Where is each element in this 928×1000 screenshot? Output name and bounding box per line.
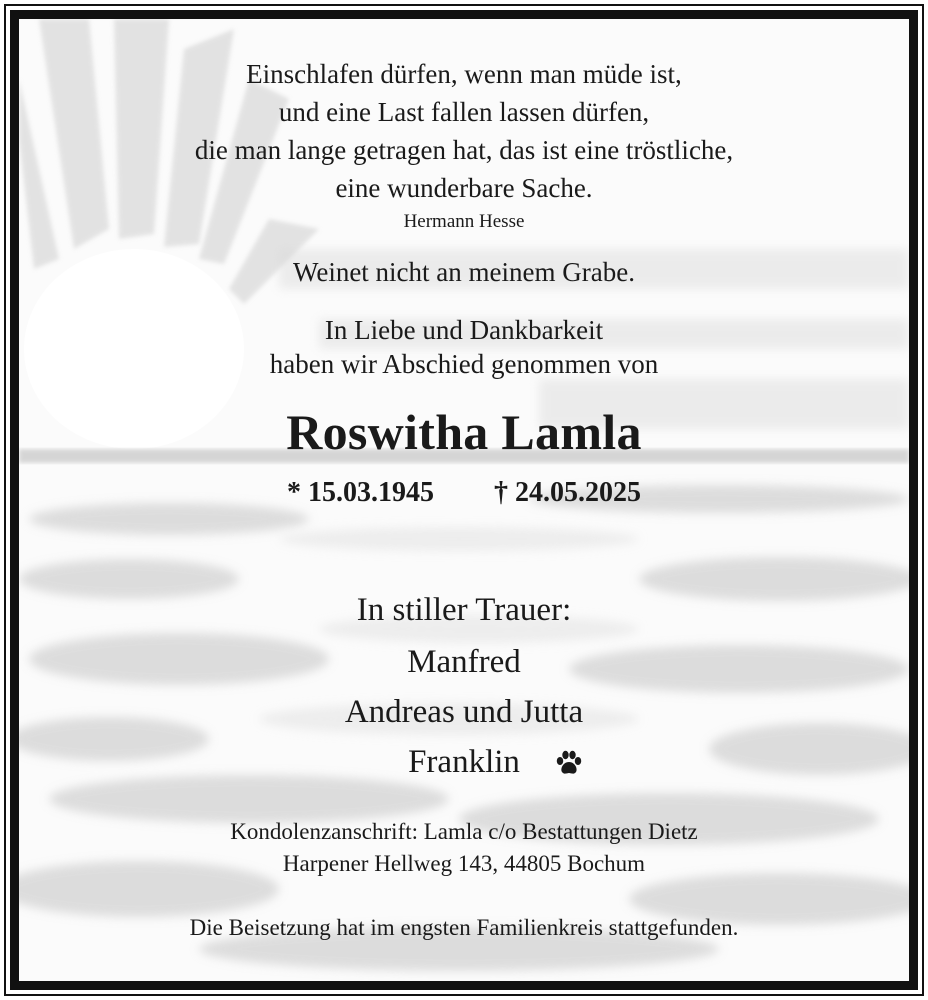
mourner-row bbox=[19, 744, 909, 781]
mourning-heading: In stiller Trauer: bbox=[356, 592, 572, 628]
quote-author: Hermann Hesse bbox=[403, 211, 525, 232]
death-date: † 24.05.2025 bbox=[494, 477, 641, 508]
verse-line: Weinet nicht an meinem Grabe. bbox=[293, 257, 635, 287]
mourner-name: Manfred bbox=[407, 644, 521, 680]
quote-line: und eine Last fallen lassen dürfen, bbox=[278, 97, 650, 127]
condolence-line-1: Kondolenzanschrift: Lamla c/o Bestattungen Dietz bbox=[230, 819, 698, 844]
burial-note: Die Beisetzung hat im engsten Familienkreis stattgefunden. bbox=[189, 915, 739, 940]
life-dates bbox=[19, 477, 909, 509]
quote-line: eine wunderbare Sache. bbox=[335, 173, 593, 203]
quote-line: Einschlafen dürfen, wenn man müde ist, bbox=[246, 59, 682, 89]
birth-date: * 15.03.1945 bbox=[287, 477, 434, 508]
obituary-frame bbox=[10, 10, 918, 990]
mourner-name: Franklin bbox=[408, 744, 520, 780]
paw-icon bbox=[554, 750, 584, 778]
condolence-line-2: Harpener Hellweg 143, 44805 Bochum bbox=[282, 851, 646, 876]
intro-line-2: haben wir Abschied genommen von bbox=[269, 349, 659, 379]
mourner-name: Andreas und Jutta bbox=[344, 694, 584, 730]
quote-line: die man lange getragen hat, das ist eine tröstliche, bbox=[194, 135, 734, 165]
intro-line-1: In Liebe und Dankbarkeit bbox=[324, 315, 604, 345]
deceased-name: Roswitha Lamla bbox=[286, 404, 642, 460]
